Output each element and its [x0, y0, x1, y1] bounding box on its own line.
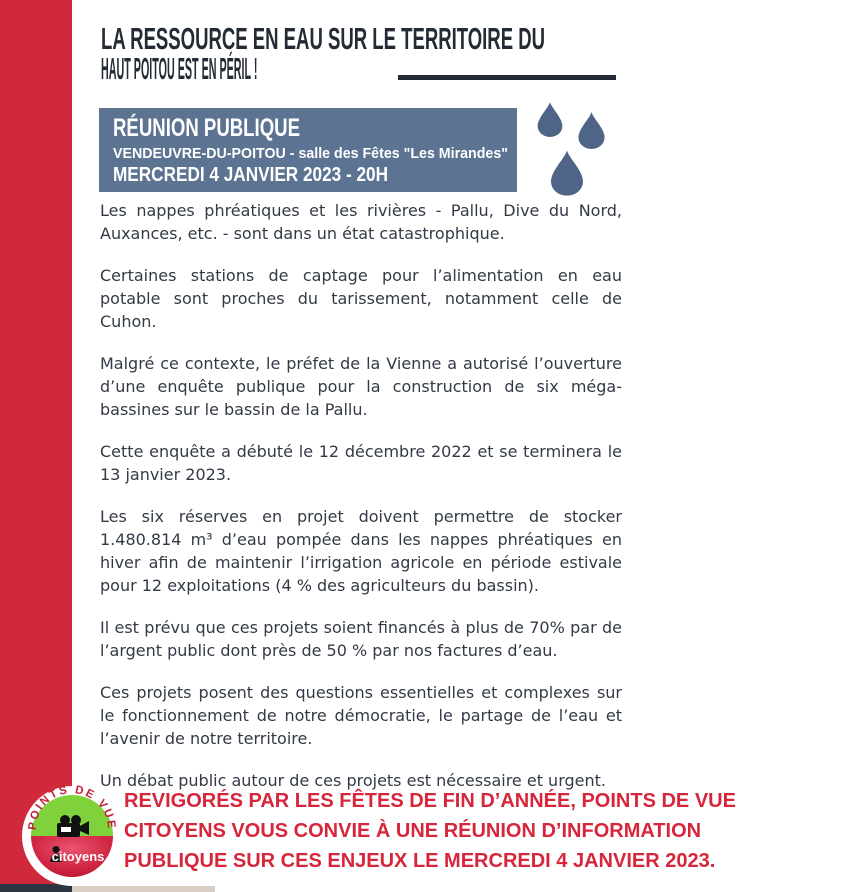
- paragraph-enquete-dates: Cette enquête a débuté le 12 décembre 2022 et se terminera le 13 janvier 2023.: [100, 442, 622, 484]
- title-line-1: LA RESSOURCE EN EAU SUR LE TERRITOIRE DU: [101, 21, 545, 56]
- closing-invitation: [124, 786, 736, 876]
- water-drop-icon: [578, 112, 605, 149]
- event-location: VENDEUVRE-DU-POITOU - salle des Fêtes "Les Mirandes": [113, 145, 508, 162]
- event-datetime: MERCREDI 4 JANVIER 2023 - 20H: [113, 164, 388, 186]
- title-underline: [398, 75, 616, 80]
- left-red-bar: [0, 0, 72, 884]
- water-drop-icon: [537, 102, 563, 137]
- paragraph-questions: Ces projets posent des questions essentielles et complexes sur le fonctionnement de notre démocratie, le partage de l’eau et l’avenir de notre territoire.: [100, 683, 622, 748]
- water-drop-icon: [551, 149, 583, 197]
- logo-citoyens-text: citoyens: [51, 849, 105, 864]
- paragraph-debat: Un débat public autour de ces projets est nécessaire et urgent.: [100, 771, 606, 790]
- body-paragraphs: [100, 199, 622, 811]
- paragraph-enquete-ouverture: Malgré ce contexte, le préfet de la Vienne a autorisé l’ouverture d’une enquête publique pour la construction de six méga-bassines sur le bassin de la Pallu.: [100, 354, 622, 419]
- logo-arc-text: POINTS DE VUE: [26, 784, 118, 831]
- event-info-box: [99, 108, 517, 192]
- title-line-2: HAUT POITOU EST EN PÉRIL !: [101, 51, 258, 86]
- event-title: RÉUNION PUBLIQUE: [113, 114, 300, 142]
- paragraph-captage: Certaines stations de captage pour l’alimentation en eau potable sont proches du tarissement, notamment celle de Cuhon.: [100, 266, 622, 331]
- paragraph-reserves: Les six réserves en projet doivent permettre de stocker 1.480.814 m³ d’eau pompée dans les nappes phréatiques en hiver afin de maintenir l’irrigation agricole en période estivale pour 12 exploitations (4 % des agriculteurs du bassin).: [100, 507, 622, 595]
- paragraph-nappes: Les nappes phréatiques et les rivières - Pallu, Dive du Nord, Auxances, etc. - sont dans un état catastrophique.: [100, 201, 622, 243]
- paragraph-financement: Il est prévu que ces projets soient financés à plus de 70% par de l’argent public dont près de 50 % par nos factures d’eau.: [100, 618, 622, 660]
- closing-line-3: PUBLIQUE SUR CES ENJEUX LE MERCREDI 4 JANVIER 2023.: [124, 850, 716, 872]
- closing-line-2: CITOYENS VOUS CONVIE À UNE RÉUNION D’INFORMATION: [124, 820, 702, 842]
- closing-line-1: REVIGORÉS PAR LES FÊTES DE FIN D’ANNÉE, POINTS DE VUE: [124, 790, 736, 812]
- points-de-vue-citoyens-logo: [20, 784, 124, 888]
